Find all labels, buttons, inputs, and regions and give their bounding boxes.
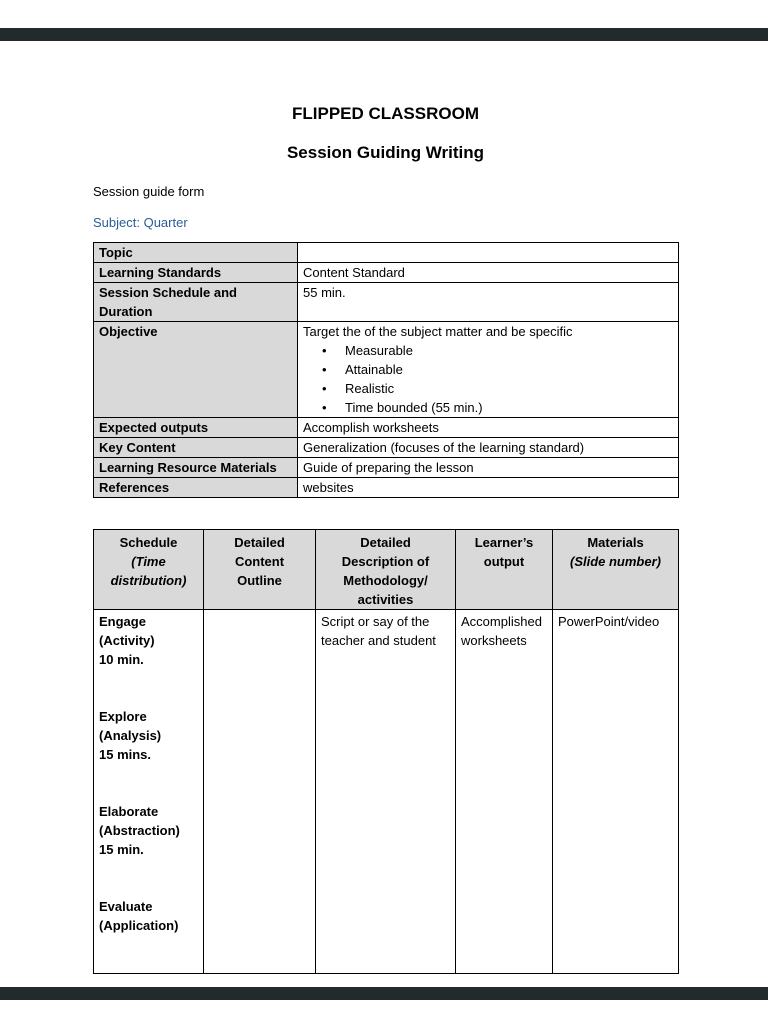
bullet-text: Attainable (345, 362, 403, 377)
session-guide-table (93, 242, 679, 498)
header-line: activities (357, 592, 414, 607)
header-line: (Time distribution) (110, 554, 187, 588)
bullet-icon: • (322, 362, 327, 377)
objective-text: Target the of the subject matter and be specific (303, 324, 573, 339)
schedule-line: (Abstraction) (99, 823, 180, 838)
schedule-table (93, 529, 679, 974)
header-line: output (483, 554, 525, 569)
table-row-topic (94, 243, 679, 263)
row-value: 55 min. (298, 283, 679, 322)
bullet-icon: • (322, 381, 327, 396)
subject-line: Subject: Quarter (93, 215, 188, 230)
header-line: Learner’s (474, 535, 534, 550)
column-header-content-outline (204, 530, 316, 610)
table-row-learning-resource-materials (94, 458, 679, 478)
bullet-text: Measurable (345, 343, 413, 358)
schedule-line: (Analysis) (99, 728, 162, 743)
header-line: Detailed (360, 535, 411, 550)
schedule-line: Elaborate (99, 804, 159, 819)
schedule-line: 15 mins. (99, 747, 152, 762)
document-page (0, 41, 768, 987)
table-row-key-content (94, 438, 679, 458)
header-line: Methodology/ (343, 573, 428, 588)
schedule-cell (94, 610, 204, 974)
schedule-line: (Activity) (99, 633, 155, 648)
row-value: Accomplish worksheets (298, 418, 679, 438)
row-value: websites (298, 478, 679, 498)
schedule-line: 15 min. (99, 842, 144, 857)
page-content (93, 103, 678, 974)
methodology-cell: Script or say of the teacher and student (316, 610, 456, 974)
row-label: Learning Resource Materials (94, 458, 298, 478)
bullet-icon: • (322, 343, 327, 358)
bullet-item (322, 379, 673, 398)
materials-cell: PowerPoint/video (553, 610, 679, 974)
table-row-objective (94, 322, 679, 418)
header-line: Description of (341, 554, 430, 569)
table-row-references (94, 478, 679, 498)
schedule-line: Evaluate (99, 899, 153, 914)
table-row (94, 610, 679, 974)
row-label: Topic (94, 243, 298, 263)
column-header-schedule (94, 530, 204, 610)
intro-text: Session guide form (93, 184, 205, 199)
bullet-text: Time bounded (55 min.) (345, 400, 483, 415)
column-header-learner-output (456, 530, 553, 610)
row-value: Content Standard (298, 263, 679, 283)
bullet-text: Realistic (345, 381, 395, 396)
table-row-session-schedule (94, 283, 679, 322)
row-label: Objective (94, 322, 298, 418)
schedule-line: Engage (99, 614, 146, 629)
bullet-icon: • (322, 400, 327, 415)
row-label: Learning Standards (94, 263, 298, 283)
page-separator-top (0, 28, 768, 41)
header-line: Outline (237, 573, 282, 588)
page-title: FLIPPED CLASSROOM (291, 104, 479, 123)
row-label: Key Content (94, 438, 298, 458)
schedule-line: 10 min. (99, 652, 144, 667)
page-separator-bottom (0, 987, 768, 1000)
header-line: Content (234, 554, 285, 569)
schedule-block-evaluate (99, 897, 198, 935)
row-label: Session Schedule and Duration (94, 283, 298, 322)
learner-output-cell: Accomplished worksheets (456, 610, 553, 974)
row-value (298, 243, 679, 263)
page-subtitle: Session Guiding Writing (286, 143, 485, 162)
content-outline-cell (204, 610, 316, 974)
header-row (94, 530, 679, 610)
column-header-materials (553, 530, 679, 610)
row-value: Guide of preparing the lesson (298, 458, 679, 478)
schedule-line: (Application) (99, 918, 179, 933)
schedule-line: Explore (99, 709, 147, 724)
row-label: References (94, 478, 298, 498)
header-line: Schedule (119, 535, 178, 550)
schedule-block-elaborate (99, 802, 198, 859)
row-value: Generalization (focuses of the learning standard) (298, 438, 679, 458)
column-header-methodology (316, 530, 456, 610)
schedule-block-engage (99, 612, 198, 669)
header-line: (Slide number) (569, 554, 661, 569)
row-value (298, 322, 679, 418)
table-row-learning-standards (94, 263, 679, 283)
bullet-item (322, 398, 673, 417)
schedule-block-explore (99, 707, 198, 764)
row-label: Expected outputs (94, 418, 298, 438)
bullet-item (322, 341, 673, 360)
table-row-expected-outputs (94, 418, 679, 438)
header-line: Detailed (234, 535, 285, 550)
bullet-item (322, 360, 673, 379)
header-line: Materials (587, 535, 644, 550)
